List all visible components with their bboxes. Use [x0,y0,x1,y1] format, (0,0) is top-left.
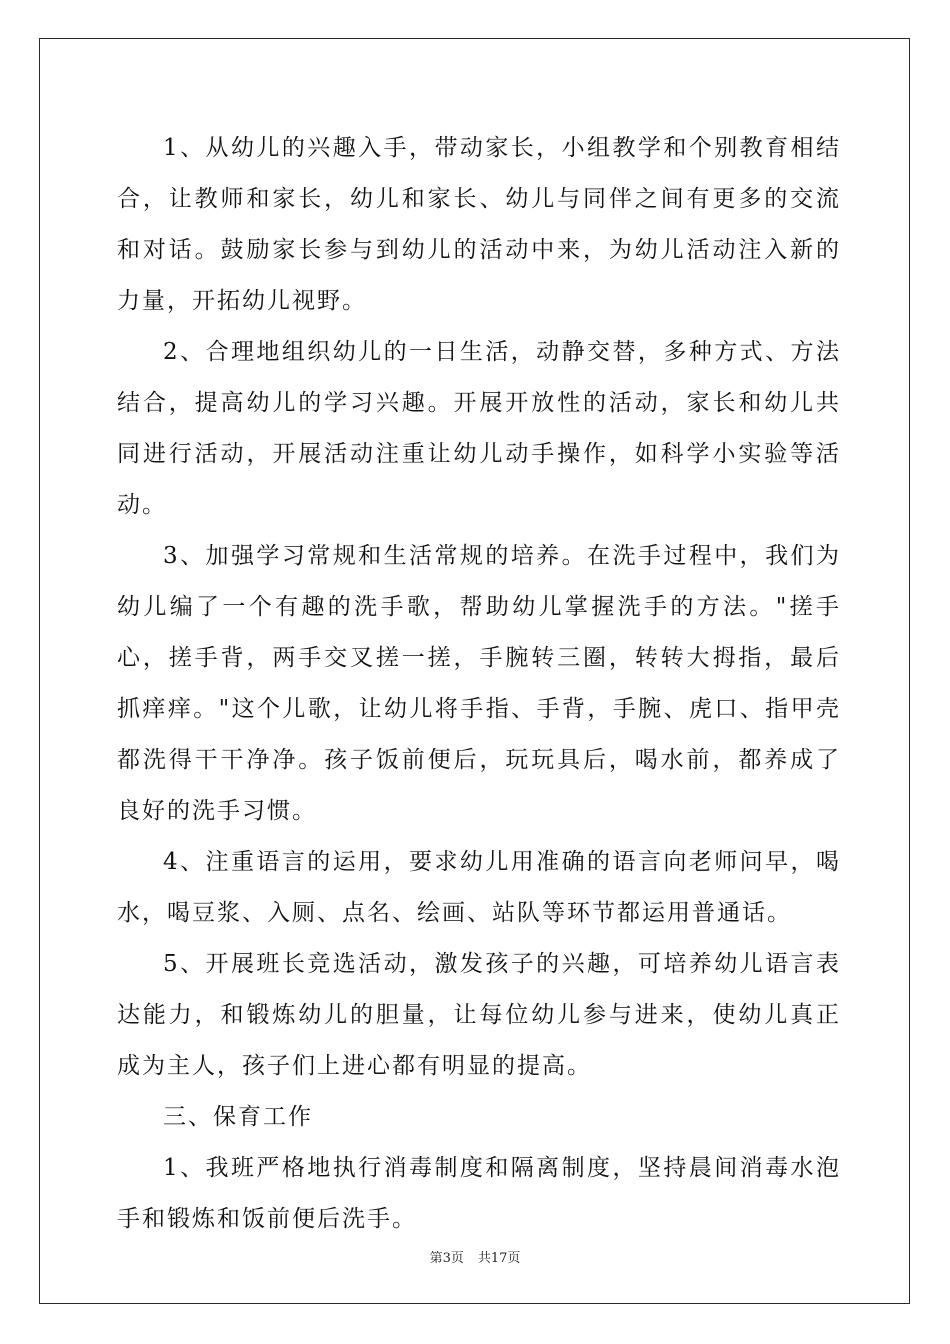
page-total: 共17页 [477,1251,521,1266]
page-footer [0,1247,950,1266]
paragraph-1: 1、从幼儿的兴趣入手，带动家长，小组教学和个别教育相结合，让教师和家长，幼儿和家长、幼儿与同伴之间有更多的交流和对话。鼓励家长参与到幼儿的活动中来，为幼儿活动注入新的力量，开拓幼儿视野。 [117,135,841,314]
section-heading-3: 三、保育工作 [163,1104,313,1130]
paragraph-4: 4、注重语言的运用，要求幼儿用准确的语言向老师问早，喝水，喝豆浆、入厕、点名、绘画、站队等环节都运用普通话。 [117,849,841,926]
page-number: 第3页 [429,1251,464,1266]
paragraph-6: 1、我班严格地执行消毒制度和隔离制度，坚持晨间消毒水泡手和锻炼和饭前便后洗手。 [117,1155,841,1232]
paragraph-2: 2、合理地组织幼儿的一日生活，动静交替，多种方式、方法结合，提高幼儿的学习兴趣。开展开放性的活动，家长和幼儿共同进行活动，开展活动注重让幼儿动手操作，如科学小实验等活动。 [117,339,841,518]
paragraph-3: 3、加强学习常规和生活常规的培养。在洗手过程中，我们为幼儿编了一个有趣的洗手歌，帮助幼儿掌握洗手的方法。"搓手心，搓手背，两手交叉搓一搓，手腕转三圈，转转大拇指，最后抓痒痒。"这个儿歌，让幼儿将手指、手背，手腕、虎口、指甲壳都洗得干干净净。孩子饭前便后，玩玩具后，喝水前，都养成了良好的洗手习惯。 [117,543,841,824]
document-body [117,123,841,1245]
paragraph-5: 5、开展班长竞选活动，激发孩子的兴趣，可培养幼儿语言表达能力，和锻炼幼儿的胆量，让每位幼儿参与进来，使幼儿真正成为主人，孩子们上进心都有明显的提高。 [117,951,841,1079]
